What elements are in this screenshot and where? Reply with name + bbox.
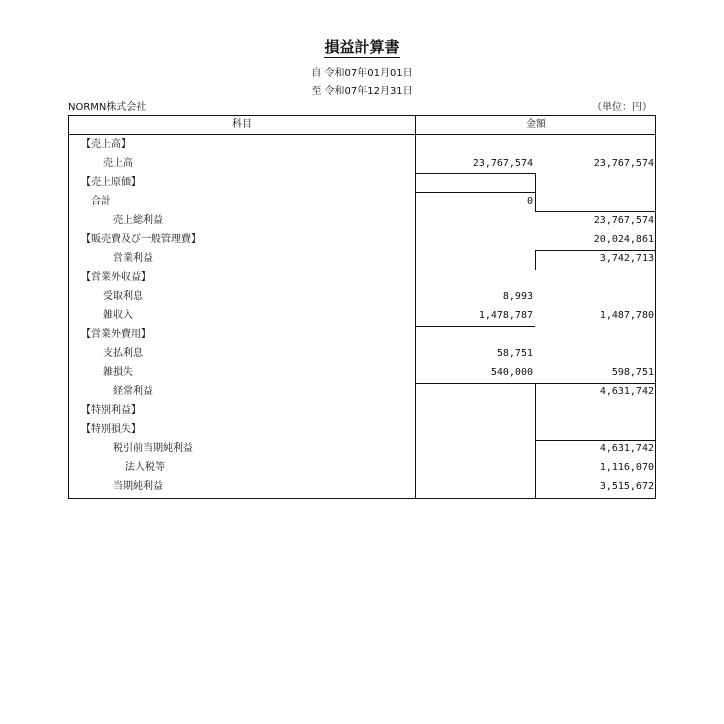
statement-row <box>69 287 655 306</box>
row-label: 売上総利益 <box>113 215 163 226</box>
period-from: 自 令和07年01月01日 <box>311 68 413 79</box>
amount-detail: 540,000 <box>490 367 533 378</box>
statement-row <box>69 420 655 439</box>
row-label: 雑損失 <box>103 367 133 378</box>
title-text: 損益計算書 <box>324 38 400 56</box>
amount-total: 20,024,861 <box>593 234 654 245</box>
statement-row <box>69 230 655 249</box>
amount-detail: 1,478,787 <box>478 310 533 321</box>
statement-row <box>69 268 655 287</box>
statement-row <box>69 249 655 268</box>
amount-detail: 23,767,574 <box>472 158 533 169</box>
row-label: 【販売費及び一般管理費】 <box>81 234 201 245</box>
amount-total: 4,631,742 <box>599 386 654 397</box>
statement-row <box>69 192 655 211</box>
header-item: 科目 <box>232 119 252 130</box>
amount-detail: 8,993 <box>502 291 533 302</box>
statement-row <box>69 363 655 382</box>
row-label: 雑収入 <box>103 310 133 321</box>
row-label: 【特別損失】 <box>81 424 141 435</box>
amount-total: 1,487,780 <box>599 310 654 321</box>
amount-detail: 0 <box>526 196 533 207</box>
amount-total: 3,515,672 <box>599 481 654 492</box>
statement-row <box>69 439 655 458</box>
header-amount: 金額 <box>526 119 546 130</box>
document-title <box>0 36 724 57</box>
statement-row <box>69 154 655 173</box>
amount-total: 598,751 <box>611 367 654 378</box>
row-label: 支払利息 <box>103 348 143 359</box>
row-label: 【特別利益】 <box>81 405 141 416</box>
amount-detail: 58,751 <box>496 348 533 359</box>
row-label: 【営業外費用】 <box>81 329 151 340</box>
amount-total: 3,742,713 <box>599 253 654 264</box>
statement-row <box>69 344 655 363</box>
income-statement-table <box>68 115 656 499</box>
statement-row <box>69 135 655 154</box>
statement-row <box>69 306 655 325</box>
row-label: 【売上高】 <box>81 139 131 150</box>
amount-total: 1,116,070 <box>599 462 654 473</box>
row-label: 売上高 <box>103 158 133 169</box>
row-label: 受取利息 <box>103 291 143 302</box>
row-label: 税引前当期純利益 <box>113 443 193 454</box>
unit-label: （単位：円） <box>592 102 652 113</box>
statement-row <box>69 211 655 230</box>
row-label: 法人税等 <box>125 462 165 473</box>
row-label: 経常利益 <box>113 386 153 397</box>
company-name: NORMN株式会社 <box>68 102 147 113</box>
row-label: 【売上原価】 <box>81 177 141 188</box>
amount-total: 23,767,574 <box>593 158 654 169</box>
statement-row <box>69 401 655 420</box>
row-label: 当期純利益 <box>113 481 163 492</box>
statement-row <box>69 458 655 477</box>
statement-row <box>69 173 655 192</box>
period-to: 至 令和07年12月31日 <box>311 86 413 97</box>
row-label: 【営業外収益】 <box>81 272 151 283</box>
amount-total: 4,631,742 <box>599 443 654 454</box>
amount-total: 23,767,574 <box>593 215 654 226</box>
statement-row <box>69 325 655 344</box>
statement-row <box>69 382 655 401</box>
row-label: 合計 <box>91 196 111 207</box>
row-label: 営業利益 <box>113 253 153 264</box>
statement-row <box>69 477 655 496</box>
